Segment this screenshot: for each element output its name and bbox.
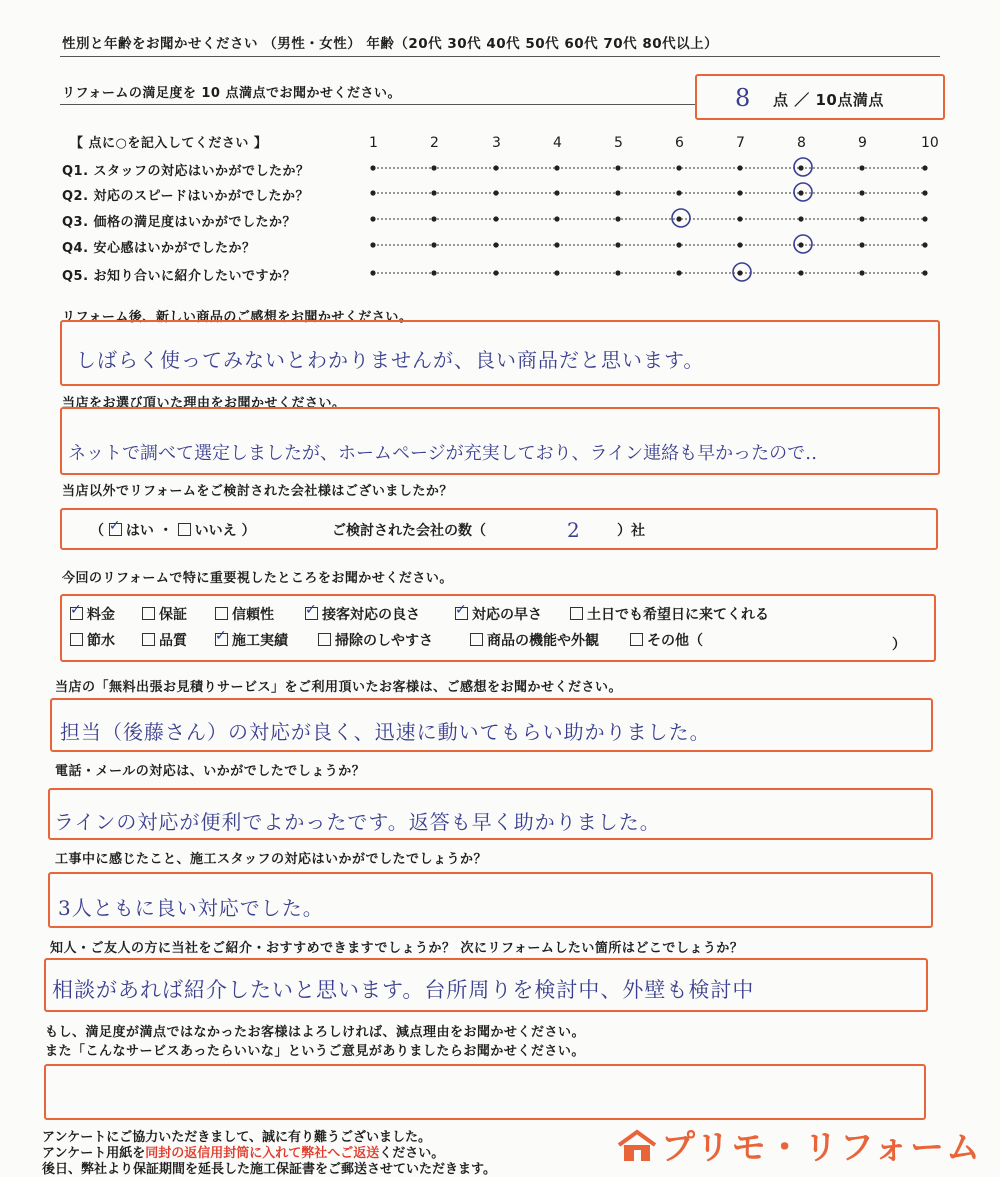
no-label: いいえ [194, 523, 237, 539]
priority-option[interactable] [455, 604, 542, 624]
rating-question-label: Q3. 価格の満足度はいかがでしたか？ [62, 215, 297, 230]
rating-dot[interactable] [615, 165, 620, 170]
priority-checkbox[interactable] [70, 607, 83, 620]
rating-dot[interactable] [431, 190, 436, 195]
phone-answer: ラインの対応が便利でよかったです。返答も早く助かりました。 [54, 810, 661, 834]
priority-checkbox[interactable] [142, 633, 155, 646]
free-estimate-question: 当店の「無料出張お見積りサービス」をご利用頂いたお客様は、ご感想をお聞かせください。 [55, 680, 623, 695]
rating-dot[interactable] [676, 242, 681, 247]
footer-thanks: アンケートにご協力いただきまして、誠に有り難うございました。 [42, 1130, 431, 1145]
logo-text: プリモ・リフォーム [661, 1128, 982, 1168]
scale-number: 8 [797, 135, 806, 151]
priority-other-close: ） [892, 637, 906, 653]
rating-dot[interactable] [431, 242, 436, 247]
footer-return-b: ください。 [379, 1146, 445, 1161]
rating-dot[interactable] [859, 190, 864, 195]
priority-label: 接客対応の良さ [322, 607, 420, 623]
priority-option[interactable] [305, 604, 420, 624]
gender-age-question: 性別と年齢をお聞かせください （男性・女性） 年齢（20代 30代 40代 50代 60代 70代 80代以上） [62, 36, 719, 52]
priority-box[interactable] [60, 594, 936, 662]
rating-dot[interactable] [922, 242, 927, 247]
scale-number: 1 [369, 135, 378, 151]
company-count-suffix: ）社 [617, 523, 645, 539]
rating-dot[interactable] [493, 216, 498, 221]
priority-option[interactable] [70, 630, 115, 650]
score-suffix: 点 ／ 10点満点 [773, 91, 884, 109]
priority-checkbox[interactable] [142, 607, 155, 620]
priority-checkbox[interactable] [215, 633, 228, 646]
rating-dot[interactable] [615, 190, 620, 195]
rating-dot[interactable] [493, 165, 498, 170]
rating-dot[interactable] [922, 270, 927, 275]
rating-dot[interactable] [554, 190, 559, 195]
other-yes-option[interactable]: （ ✓はい ・ いいえ ） [90, 520, 256, 540]
scale-number: 9 [858, 135, 867, 151]
priority-option[interactable] [142, 604, 187, 624]
priority-label: 節水 [87, 633, 115, 649]
product-answer-box[interactable] [60, 320, 940, 386]
rating-dot[interactable] [859, 216, 864, 221]
referral-question: 知人・ご友人の方に当社をご紹介・おすすめできますでしょうか？ 次にリフォームしたい箇所はどこでしょうか？ [50, 941, 744, 956]
priority-option[interactable] [630, 630, 703, 650]
priority-label: 対応の早さ [472, 607, 542, 623]
priority-label: 掃除のしやすさ [335, 633, 433, 649]
rating-dot[interactable] [554, 165, 559, 170]
rating-dot[interactable] [554, 270, 559, 275]
rating-dot[interactable] [922, 165, 927, 170]
reason-answer-box[interactable] [60, 407, 940, 475]
rating-dot[interactable] [493, 190, 498, 195]
deduction-answer-box[interactable] [44, 1064, 926, 1120]
priority-option[interactable] [70, 604, 115, 624]
rating-dot[interactable] [615, 216, 620, 221]
rating-dot[interactable] [370, 216, 375, 221]
rating-dot[interactable] [922, 216, 927, 221]
yes-label: はい [125, 523, 154, 539]
footer-return-highlight: 同封の返信用封筒に入れて弊社へご返送 [145, 1146, 380, 1161]
priority-checkbox[interactable] [470, 633, 483, 646]
company-count-value: 2 [567, 518, 581, 542]
priority-option[interactable] [142, 630, 187, 650]
scale-number: 6 [675, 135, 684, 151]
priority-checkbox[interactable] [630, 633, 643, 646]
rating-dot[interactable] [615, 270, 620, 275]
product-answer: しばらく使ってみないとわかりませんが、良い商品だと思います。 [76, 348, 705, 372]
free-estimate-answer: 担当（後藤さん）の対応が良く、迅速に動いてもらい助かりました。 [60, 720, 711, 744]
priority-option[interactable] [318, 630, 433, 650]
satisfaction-question: リフォームの満足度を 10 点満点でお聞かせください。 [62, 86, 401, 101]
other-companies-box[interactable] [60, 508, 938, 550]
rating-dot[interactable] [798, 165, 803, 170]
rating-dot[interactable] [370, 165, 375, 170]
scale-number: 4 [553, 135, 562, 151]
footer-warranty: 後日、弊社より保証期間を延長した施工保証書をご郵送させていただきます。 [42, 1162, 496, 1177]
priority-label: 保証 [159, 607, 187, 623]
priority-label: 土日でも希望日に来てくれる [587, 607, 769, 623]
free-estimate-box[interactable] [50, 698, 933, 752]
rating-dot[interactable] [554, 216, 559, 221]
rating-dot[interactable] [859, 270, 864, 275]
reason-question: 当店をお選び頂いた理由をお聞かせください。 [62, 396, 346, 411]
priority-checkbox[interactable] [70, 633, 83, 646]
priority-option[interactable] [570, 604, 769, 624]
rating-dot[interactable] [859, 242, 864, 247]
scale-number: 2 [430, 135, 439, 151]
rating-dot[interactable] [859, 165, 864, 170]
rating-dot[interactable] [554, 242, 559, 247]
yes-checkbox[interactable] [109, 523, 122, 536]
rating-dot[interactable] [431, 216, 436, 221]
rating-lines [0, 0, 1000, 300]
priority-label: 料金 [87, 607, 115, 623]
rating-dot[interactable] [370, 242, 375, 247]
priority-label: 品質 [159, 633, 187, 649]
product-question: リフォーム後、新しい商品のご感想をお聞かせください。 [62, 310, 413, 325]
footer-return-a: アンケート用紙を [42, 1146, 146, 1161]
priority-checkbox[interactable] [318, 633, 331, 646]
referral-answer-box[interactable] [44, 958, 928, 1012]
priority-checkbox[interactable] [305, 607, 318, 620]
scale-number: 7 [736, 135, 745, 151]
rating-dot[interactable] [737, 270, 742, 275]
rating-dot[interactable] [922, 190, 927, 195]
rating-dot[interactable] [493, 242, 498, 247]
rating-dot[interactable] [615, 242, 620, 247]
rating-instruction: 【 点に○を記入してください 】 [70, 136, 268, 151]
rating-dot[interactable] [370, 190, 375, 195]
scale-number: 5 [614, 135, 623, 151]
rating-dot[interactable] [676, 165, 681, 170]
rating-dot[interactable] [737, 216, 742, 221]
scale-number: 10 [921, 135, 939, 151]
rating-question-label: Q1. スタッフの対応はいかがでしたか？ [62, 164, 310, 179]
phone-answer-box[interactable] [48, 788, 933, 840]
deduction-question-1: もし、満足度が満点ではなかったお客様はよろしければ、減点理由をお聞かせください。 [45, 1025, 586, 1040]
work-answer-box[interactable] [48, 872, 933, 928]
phone-question: 電話・メールの対応は、いかがでしたでしょうか？ [55, 764, 366, 779]
rating-dot[interactable] [798, 270, 803, 275]
rating-dot[interactable] [493, 270, 498, 275]
priority-option[interactable] [215, 630, 288, 650]
priority-checkbox[interactable] [215, 607, 228, 620]
priority-label: 商品の機能や外観 [487, 633, 599, 649]
rating-dot[interactable] [737, 242, 742, 247]
company-logo [617, 1120, 982, 1169]
rating-dot[interactable] [431, 165, 436, 170]
rating-dot[interactable] [431, 270, 436, 275]
priority-label: その他（ [647, 633, 703, 649]
work-question: 工事中に感じたこと、施工スタッフの対応はいかがでしたでしょうか？ [55, 852, 488, 867]
rating-dot[interactable] [676, 270, 681, 275]
priority-option[interactable] [470, 630, 599, 650]
rating-dot[interactable] [798, 190, 803, 195]
work-answer: 3人ともに良い対応でした。 [58, 896, 324, 920]
priority-option[interactable] [215, 604, 274, 624]
priority-checkbox[interactable] [570, 607, 583, 620]
deduction-question-2: また「こんなサービスあったらいいな」というご意見がありましたらお聞かせください。 [45, 1044, 585, 1059]
rating-dot[interactable] [676, 216, 681, 221]
company-count-label: ご検討された会社の数（ [332, 523, 486, 539]
priority-checkbox[interactable] [455, 607, 468, 620]
rating-dot[interactable] [798, 242, 803, 247]
score-value: 8 [735, 84, 752, 112]
scale-number: 3 [492, 135, 501, 151]
priority-label: 信頼性 [232, 607, 274, 623]
rating-dot[interactable] [737, 165, 742, 170]
rating-dot[interactable] [370, 270, 375, 275]
reason-answer: ネットで調べて選定しましたが、ホームページが充実しており、ライン連絡も早かったので‥ [68, 443, 818, 464]
rating-question-label: Q4. 安心感はいかがでしたか？ [62, 241, 256, 256]
rating-dot[interactable] [676, 190, 681, 195]
rating-dot[interactable] [737, 190, 742, 195]
house-icon [617, 1129, 657, 1163]
priority-question: 今回のリフォームで特に重要視したところをお聞かせください。 [62, 571, 453, 586]
other-companies-question: 当店以外でリフォームをご検討された会社様はございましたか？ [62, 484, 453, 499]
rating-question-label: Q2. 対応のスピードはいかがでしたか？ [62, 189, 310, 204]
priority-label: 施工実績 [232, 633, 288, 649]
referral-answer: 相談があれば紹介したいと思います。台所周りを検討中、外壁も検討中 [52, 978, 755, 1002]
rating-dot[interactable] [798, 216, 803, 221]
no-checkbox[interactable] [178, 523, 191, 536]
rating-question-label: Q5. お知り合いに紹介したいですか？ [62, 269, 297, 284]
